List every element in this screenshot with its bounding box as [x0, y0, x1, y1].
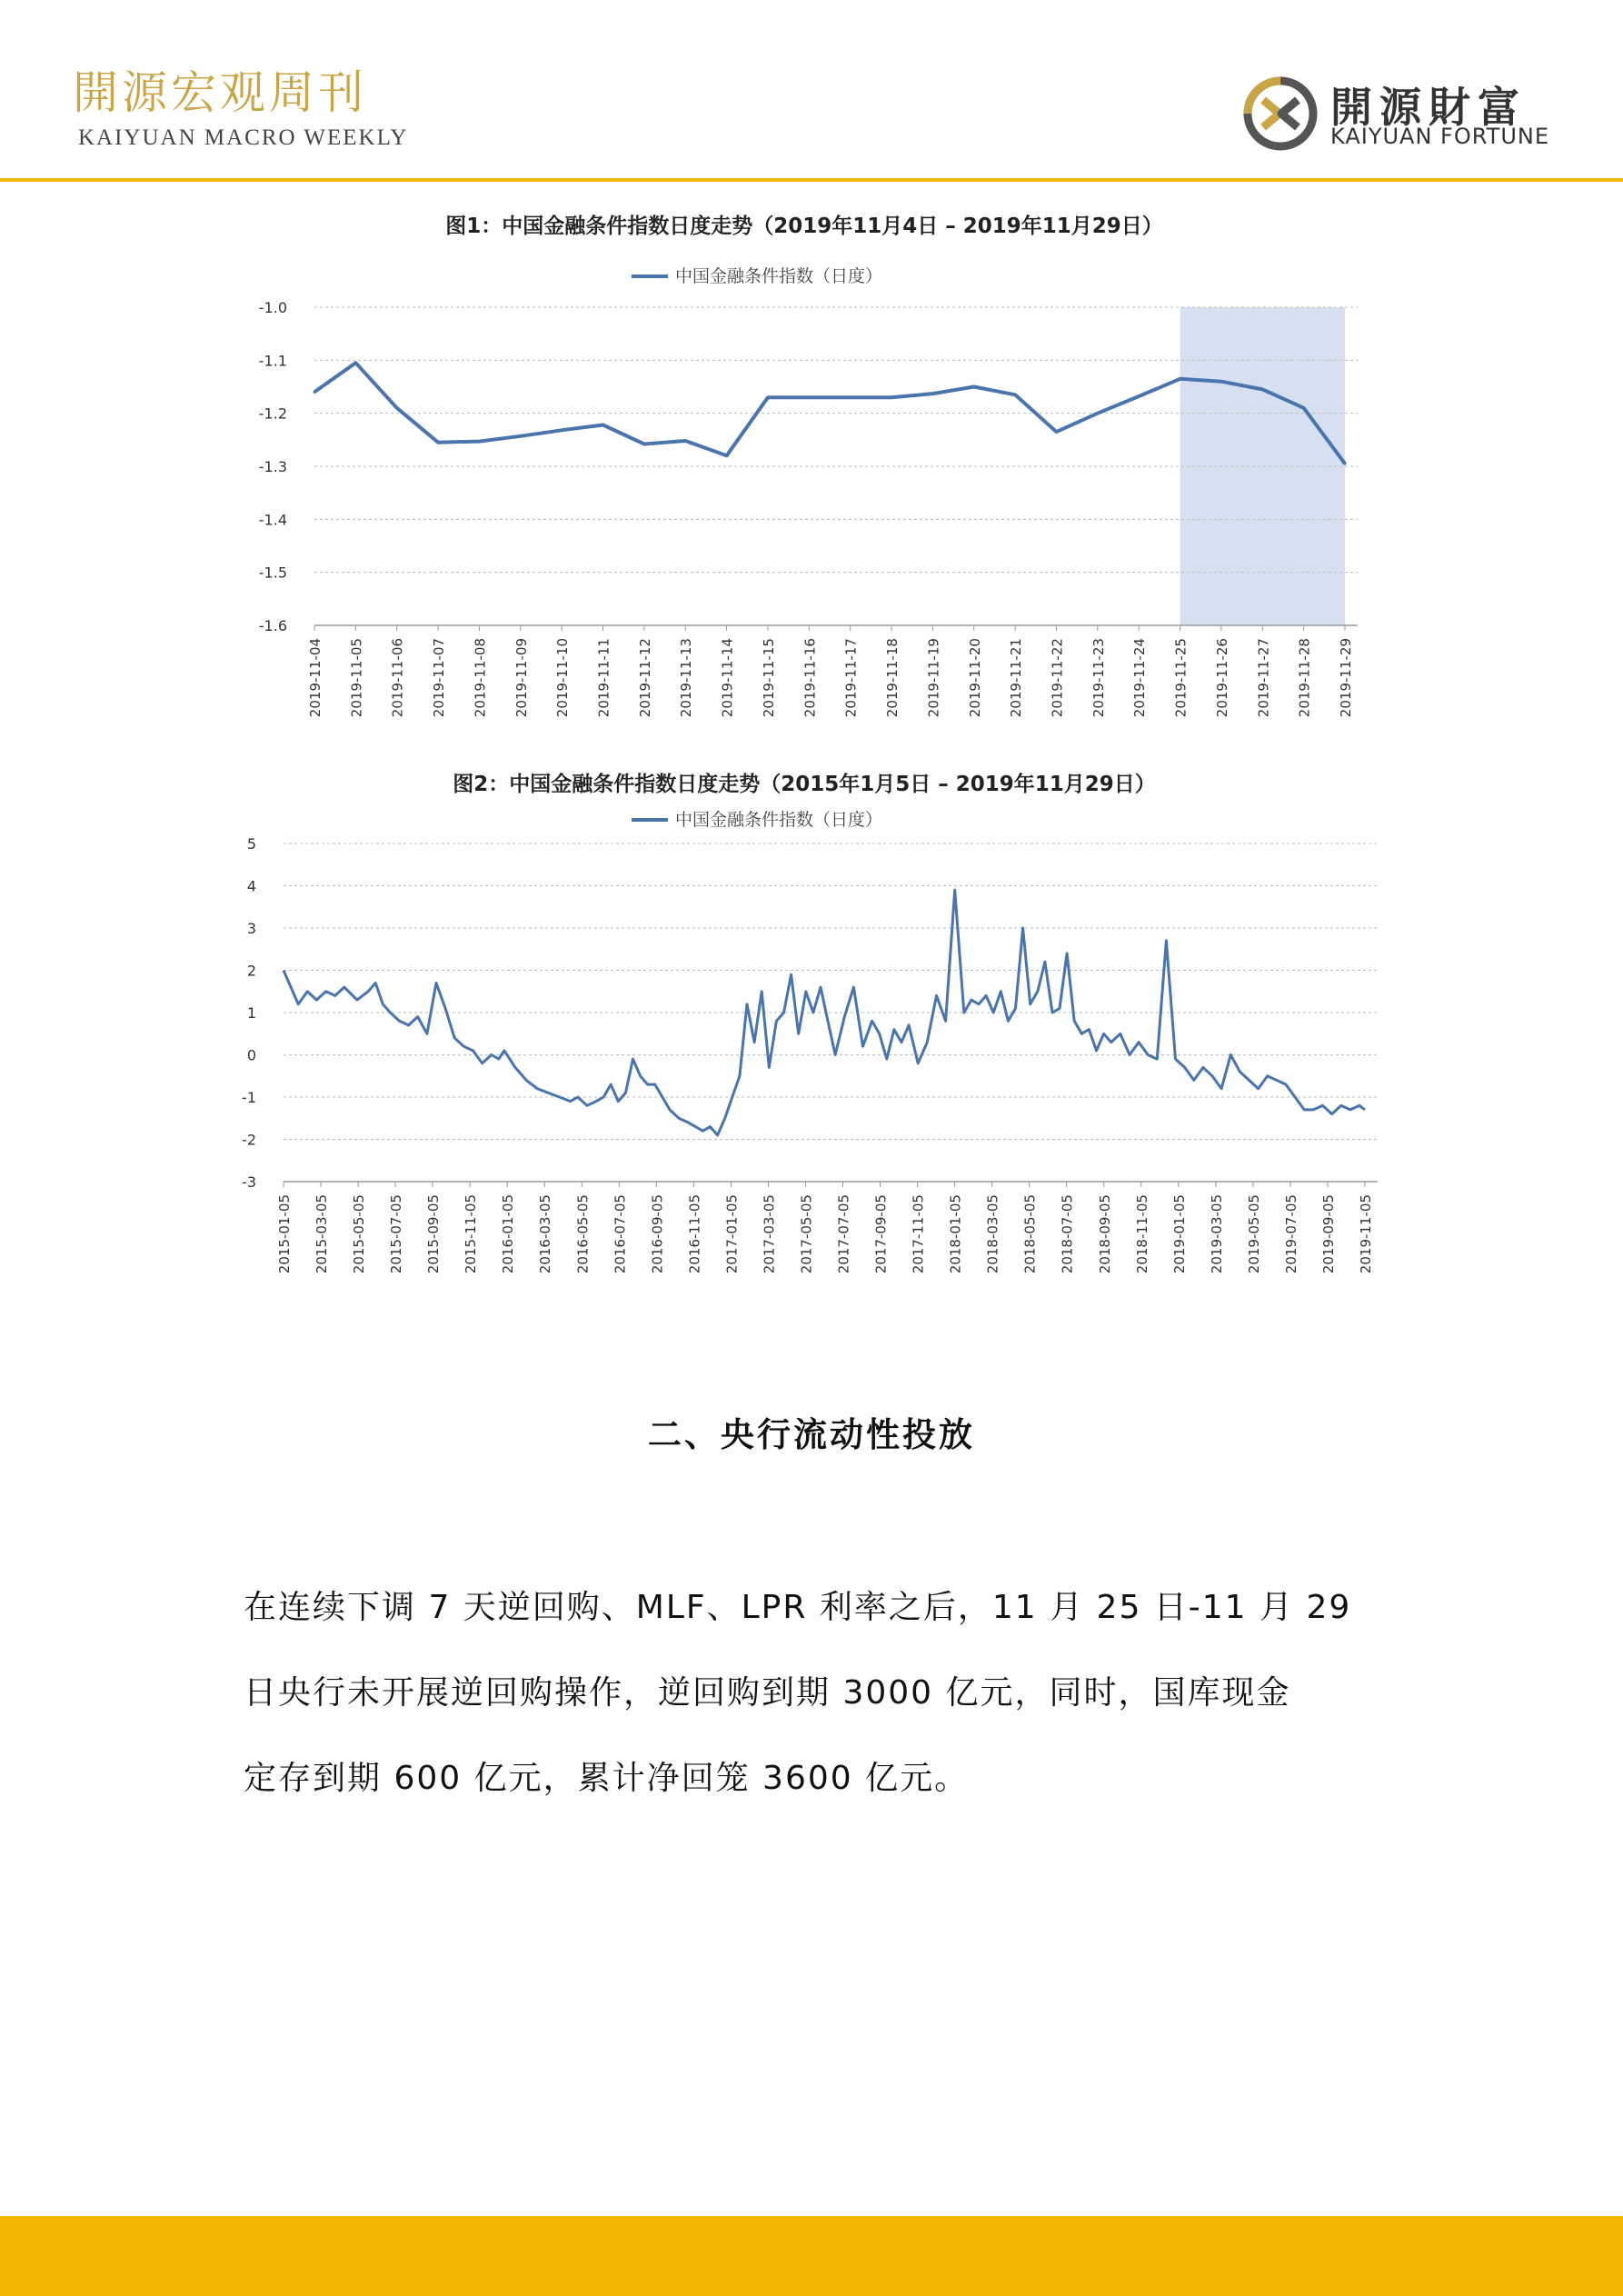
y-tick-label: -1: [242, 1089, 256, 1106]
x-tick-label: 2019-11-22: [1049, 638, 1066, 718]
x-tick-label: 2015-05-05: [351, 1194, 368, 1274]
paragraph-line-2: 日央行未开展逆回购操作，逆回购到期 3000 亿元，同时，国库现金: [244, 1674, 1291, 1712]
data-point: [725, 454, 728, 457]
x-tick-label: 2019-11-13: [678, 638, 695, 718]
x-tick-label: 2016-05-05: [574, 1194, 592, 1274]
chart-legend: [632, 266, 882, 286]
x-tick-label: 2019-11-08: [472, 638, 489, 718]
x-tick-label: 2019-11-06: [389, 638, 406, 718]
x-tick-label: 2019-11-23: [1090, 638, 1107, 718]
x-tick-label: 2019-11-24: [1131, 637, 1149, 718]
x-tick-label: 2017-03-05: [761, 1194, 778, 1274]
data-point: [1220, 380, 1222, 383]
x-tick-label: 2019-11-18: [884, 638, 901, 718]
data-point: [684, 440, 687, 443]
paragraph-line-1: 在连续下调 7 天逆回购、MLF、LPR 利率之后，11 月 25 日-11 月 29: [244, 1589, 1352, 1626]
y-tick-label: 0: [246, 1046, 256, 1064]
x-tick-label: 2017-01-05: [723, 1194, 741, 1274]
x-tick-label: 2015-07-05: [388, 1194, 405, 1274]
x-tick-label: 2019-09-05: [1319, 1194, 1337, 1274]
x-tick-label: 2019-11-17: [842, 638, 860, 718]
section-heading: 二、央行流动性投放: [648, 1415, 975, 1454]
x-tick-label: 2019-11-20: [966, 638, 983, 718]
data-point: [766, 396, 769, 399]
data-point: [437, 441, 440, 444]
chart-fci-nov-2019: [231, 207, 1378, 733]
data-point: [1179, 377, 1181, 380]
publication-subtitle: KAIYUAN MACRO WEEKLY: [78, 125, 409, 150]
publication-title: 開源宏观周刊: [73, 66, 367, 119]
x-tick-label: 2015-01-05: [276, 1194, 293, 1274]
data-point: [1138, 395, 1140, 398]
x-tick-label: 2019-11-07: [431, 638, 448, 718]
y-tick-label: 2: [246, 962, 256, 980]
x-tick-label: 2017-05-05: [798, 1194, 815, 1274]
legend-label: 中国金融条件指数（日度）: [675, 810, 883, 830]
y-tick-label: -1.5: [258, 564, 287, 582]
y-tick-label: -2: [242, 1131, 256, 1149]
x-tick-label: 2017-11-05: [910, 1194, 927, 1274]
x-tick-label: 2015-03-05: [314, 1194, 331, 1274]
data-point: [931, 393, 934, 395]
data-point: [395, 406, 398, 409]
x-tick-label: 2017-09-05: [872, 1194, 890, 1274]
y-tick-label: -1.3: [258, 458, 287, 475]
chart-1-svg: [231, 207, 1378, 733]
x-tick-label: 2019-11-26: [1213, 638, 1230, 718]
data-point: [1261, 388, 1264, 391]
data-point: [1096, 412, 1099, 414]
x-tick-label: 2019-11-16: [802, 638, 819, 718]
logo-text-cn: 開源財富: [1330, 83, 1527, 132]
data-point: [972, 385, 975, 388]
y-tick-label: 4: [246, 877, 256, 895]
x-tick-label: 2019-03-05: [1208, 1194, 1225, 1274]
kaiyuan-logo-icon: [1243, 76, 1318, 151]
data-point: [1302, 406, 1305, 409]
data-point: [1344, 463, 1347, 465]
x-tick-label: 2019-11-25: [1172, 638, 1190, 718]
x-tick-label: 2019-11-09: [513, 638, 530, 718]
x-tick-label: 2016-01-05: [500, 1194, 517, 1274]
chart-2-svg: [231, 762, 1378, 1280]
data-point: [478, 440, 481, 443]
x-tick-label: 2016-07-05: [612, 1194, 629, 1274]
header-divider: [0, 178, 1623, 182]
x-tick-label: 2018-05-05: [1021, 1194, 1039, 1274]
x-tick-label: 2017-07-05: [835, 1194, 852, 1274]
data-point: [314, 391, 316, 394]
chart-legend: [632, 810, 882, 830]
x-tick-label: 2016-03-05: [537, 1194, 554, 1274]
x-tick-label: 2018-07-05: [1059, 1194, 1076, 1274]
x-tick-label: 2015-11-05: [463, 1194, 480, 1274]
x-tick-label: 2019-07-05: [1282, 1194, 1299, 1274]
x-tick-label: 2018-11-05: [1133, 1194, 1150, 1274]
x-tick-label: 2019-11-15: [760, 638, 777, 718]
footer-bar: [0, 2216, 1623, 2296]
x-tick-label: 2019-11-19: [925, 638, 942, 718]
x-tick-label: 2016-11-05: [686, 1194, 703, 1274]
y-tick-label: 1: [246, 1004, 256, 1022]
x-tick-label: 2019-11-14: [719, 638, 736, 718]
y-tick-label: -3: [242, 1173, 256, 1191]
x-tick-label: 2016-09-05: [649, 1194, 666, 1274]
x-tick-label: 2019-11-11: [595, 638, 612, 718]
y-tick-label: 3: [246, 920, 256, 937]
data-point: [519, 434, 522, 437]
x-tick-label: 2019-11-27: [1255, 638, 1272, 718]
x-tick-label: 2019-11-05: [348, 638, 365, 718]
data-point: [354, 362, 357, 364]
page-header: [0, 0, 1623, 182]
data-point: [849, 396, 851, 399]
x-tick-label: 2018-03-05: [984, 1194, 1001, 1274]
data-point: [891, 396, 893, 399]
company-logo: [1243, 73, 1588, 155]
y-tick-label: -1.2: [258, 404, 287, 423]
data-point: [808, 396, 811, 399]
x-tick-label: 2019-05-05: [1245, 1194, 1262, 1274]
chart-title: 图2：中国金融条件指数日度走势（2015年1月5日 – 2019年11月29日）: [453, 773, 1156, 796]
y-tick-label: 5: [246, 835, 256, 853]
logo-text-en: KAIYUAN FORTUNE: [1330, 124, 1550, 149]
data-point: [602, 424, 604, 426]
x-tick-label: 2019-01-05: [1170, 1194, 1188, 1274]
x-tick-label: 2018-01-05: [947, 1194, 964, 1274]
x-tick-label: 2018-09-05: [1096, 1194, 1113, 1274]
legend-label: 中国金融条件指数（日度）: [675, 266, 883, 286]
y-tick-label: -1.4: [258, 511, 287, 529]
x-tick-label: 2015-09-05: [425, 1194, 443, 1274]
x-tick-label: 2019-11-12: [636, 638, 653, 718]
data-point: [1055, 431, 1058, 434]
x-tick-label: 2019-11-04: [307, 638, 324, 718]
y-tick-label: -1.6: [258, 617, 287, 634]
data-point: [561, 429, 563, 432]
y-tick-label: -1.0: [258, 299, 287, 316]
x-tick-label: 2019-11-10: [554, 638, 572, 718]
x-tick-label: 2019-11-29: [1338, 638, 1354, 718]
chart-title: 图1：中国金融条件指数日度走势（2019年11月4日 – 2019年11月29日）: [445, 215, 1163, 238]
x-tick-label: 2019-11-05: [1358, 1194, 1374, 1274]
y-tick-label: -1.1: [258, 352, 287, 370]
x-tick-label: 2019-11-21: [1008, 638, 1025, 718]
x-tick-label: 2019-11-28: [1296, 638, 1313, 718]
chart-fci-2015-2019: [231, 762, 1378, 1280]
paragraph-line-3: 定存到期 600 亿元，累计净回笼 3600 亿元。: [244, 1760, 970, 1797]
data-point: [1014, 394, 1017, 396]
data-point: [642, 443, 645, 445]
